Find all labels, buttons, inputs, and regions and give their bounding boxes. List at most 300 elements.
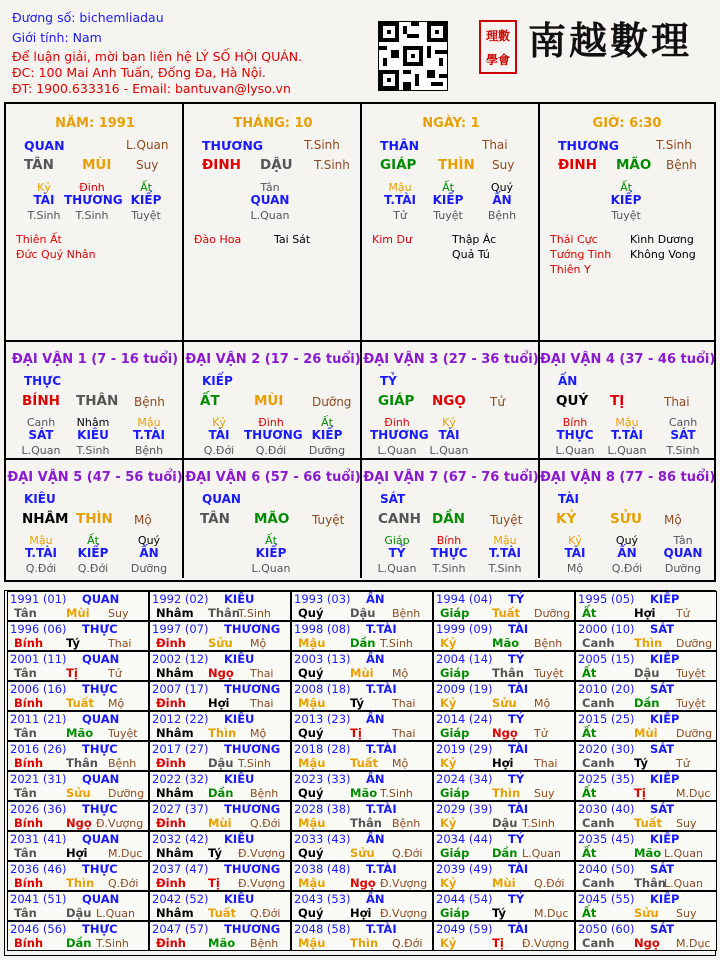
year-label: 2014 (24)	[436, 712, 493, 726]
hidden-ten-god: T.TÀI	[25, 546, 57, 560]
year-label: 2047 (57)	[152, 922, 209, 936]
year-stem: Bính	[14, 816, 44, 830]
shen-sha-star: Thái Cực	[550, 233, 598, 246]
year-stage: L.Quan	[522, 847, 561, 860]
year-cell	[149, 711, 291, 741]
hidden-stage: T.Sinh	[75, 209, 109, 222]
hidden-stem: Mậu	[29, 534, 53, 547]
year-stem: Bính	[14, 756, 44, 770]
dai-van-title: ĐẠI VẬN 6 (57 - 66 tuổi)	[185, 470, 361, 485]
year-ten-god: QUAN	[82, 652, 120, 666]
year-stem: Canh	[582, 696, 615, 710]
dai-van-title: ĐẠI VẬN 7 (67 - 76 tuổi)	[363, 470, 539, 485]
year-stage: L.Quan	[664, 847, 703, 860]
year-cell	[575, 801, 717, 831]
year-label: 2045 (55)	[578, 892, 635, 906]
year-ten-god: T.TÀI	[366, 742, 397, 756]
year-ten-god: THƯƠNG	[224, 742, 281, 756]
year-ten-god: THỰC	[82, 682, 118, 696]
hidden-stage: Bệnh	[487, 209, 517, 222]
pillar-title: NGÀY: 1	[422, 116, 480, 131]
year-branch: Dậu	[66, 906, 92, 920]
year-stem: Tân	[14, 786, 37, 800]
year-stage: Đ.Vượng	[238, 877, 286, 890]
contact-phone-email: ĐT: 1900.633316 - Email: bantuvan@lyso.vn	[12, 81, 291, 96]
year-stem: Nhâm	[156, 666, 194, 680]
life-stage: Mộ	[134, 513, 152, 527]
gender-row	[12, 30, 102, 46]
hidden-ten-god: ẤN	[139, 546, 159, 560]
pillar-3	[362, 104, 540, 340]
year-stage: Bệnh	[108, 757, 137, 770]
year-stage: M.Dục	[534, 907, 569, 920]
life-stage: Mộ	[664, 513, 682, 527]
year-branch: Thìn	[66, 876, 95, 890]
year-cell	[575, 771, 717, 801]
year-stem: Nhâm	[156, 906, 194, 920]
hidden-stem: Mậu	[615, 416, 639, 429]
year-branch: Ngọ	[634, 936, 660, 950]
year-cell	[149, 861, 291, 891]
year-branch: Tuất	[350, 756, 379, 770]
year-cell	[7, 741, 149, 771]
year-cell	[575, 651, 717, 681]
pillar-4	[540, 104, 714, 340]
hidden-ten-god: KIẾP	[77, 546, 109, 560]
heavenly-stem: ĐINH	[558, 157, 597, 173]
year-label: 2039 (49)	[436, 862, 493, 876]
year-label: 1998 (08)	[294, 622, 351, 636]
year-ten-god: QUAN	[82, 832, 120, 846]
hidden-stem: Nhâm	[76, 416, 110, 429]
shen-sha-star: Đào Hoa	[194, 233, 242, 246]
seal-text: 理數學會	[485, 29, 510, 67]
heavenly-stem: NHÂM	[22, 511, 69, 527]
brand-logo-text: 南越數理	[528, 18, 693, 63]
year-branch: Thân	[66, 756, 98, 770]
year-cell	[291, 891, 433, 921]
hidden-ten-god: THỰC	[430, 546, 468, 560]
year-stem: Quý	[298, 606, 324, 620]
year-stem: Quý	[298, 726, 324, 740]
earthly-branch: MÙI	[82, 157, 112, 173]
year-stem: Kỷ	[440, 816, 457, 830]
year-label: 2028 (38)	[294, 802, 351, 816]
year-ten-god: QUAN	[82, 892, 120, 906]
year-stage: Suy	[534, 787, 555, 800]
year-branch: Thìn	[634, 636, 663, 650]
hidden-stage: Bệnh	[134, 444, 164, 457]
year-cell	[575, 891, 717, 921]
year-label: 2005 (15)	[578, 652, 635, 666]
hidden-stage: T.Sinh	[432, 562, 466, 575]
year-cell	[291, 861, 433, 891]
year-ten-god: TÀI	[508, 802, 529, 816]
year-cell	[575, 621, 717, 651]
year-ten-god: ẤN	[366, 772, 385, 786]
ten-god-star: TÀI	[558, 492, 580, 506]
year-stem: Mậu	[298, 696, 326, 710]
year-cell	[291, 741, 433, 771]
year-stage: T.Sinh	[380, 637, 413, 650]
year-branch: Thìn	[350, 936, 379, 950]
year-label: 1997 (07)	[152, 622, 209, 636]
contact-address: ĐC: 100 Mai Anh Tuấn, Đống Đa, Hà Nội.	[12, 65, 266, 80]
year-stage: L.Quan	[96, 907, 135, 920]
year-stage: Bệnh	[534, 637, 563, 650]
hidden-ten-god: TÀI	[438, 428, 460, 442]
year-ten-god: KIÊU	[224, 592, 255, 606]
year-stage: Suy	[676, 907, 697, 920]
year-cell	[291, 831, 433, 861]
year-label: 2003 (13)	[294, 652, 351, 666]
gender-value: Nam	[72, 30, 102, 45]
year-cell	[149, 651, 291, 681]
year-stem: Kỷ	[440, 876, 457, 890]
year-cell	[291, 801, 433, 831]
year-label: 2024 (34)	[436, 772, 493, 786]
year-cell	[575, 831, 717, 861]
year-stage: Tử	[676, 607, 690, 620]
year-stage: Tuyệt	[676, 697, 706, 710]
dai-van-title: ĐẠI VẬN 1 (7 - 16 tuổi)	[11, 352, 179, 367]
ten-god-star: TỶ	[380, 374, 397, 388]
year-cell	[433, 681, 575, 711]
year-stem: Mậu	[298, 636, 326, 650]
year-stem: Đinh	[156, 636, 186, 650]
year-ten-god: SÁT	[650, 682, 675, 696]
year-ten-god: THƯƠNG	[224, 922, 281, 936]
year-cell	[149, 741, 291, 771]
year-stem: Canh	[582, 936, 615, 950]
year-cell	[7, 591, 149, 621]
year-stem: Canh	[582, 636, 615, 650]
year-ten-god: KIẾP	[650, 592, 680, 606]
year-ten-god: T.TÀI	[366, 622, 397, 636]
shen-sha-star: Đức Quý Nhân	[16, 248, 96, 261]
hidden-stage: L.Quan	[607, 444, 647, 457]
year-stage: Bệnh	[392, 817, 421, 830]
year-ten-god: THƯƠNG	[224, 862, 281, 876]
hidden-stage: T.Sinh	[76, 444, 110, 457]
hidden-stage: L.Quan	[21, 444, 61, 457]
year-label: 2015 (25)	[578, 712, 635, 726]
dai-van-panel	[4, 342, 716, 582]
year-stage: Thai	[392, 727, 416, 740]
year-stem: Kỷ	[440, 636, 457, 650]
year-label: 1996 (06)	[10, 622, 67, 636]
year-stem: Kỷ	[440, 696, 457, 710]
year-stage: Thai	[108, 637, 132, 650]
year-stage: Q.Đới	[534, 877, 565, 890]
ten-god-star: KIÊU	[24, 492, 56, 506]
year-stem: Ất	[582, 666, 597, 680]
year-cell	[433, 831, 575, 861]
year-branch: Tuất	[634, 816, 663, 830]
year-cell	[291, 921, 433, 951]
life-stage: Thai	[664, 395, 690, 409]
ten-god-star: THỰC	[24, 374, 62, 388]
year-ten-god: SÁT	[650, 862, 675, 876]
year-stem: Đinh	[156, 936, 186, 950]
year-ten-god: KIÊU	[224, 832, 255, 846]
earthly-branch: MÃO	[254, 511, 290, 527]
year-branch: Thân	[350, 816, 382, 830]
hidden-stem: Kỷ	[442, 416, 456, 429]
year-label: 2046 (56)	[10, 922, 67, 936]
year-label: 2019 (29)	[436, 742, 493, 756]
year-stem: Nhâm	[156, 726, 194, 740]
hidden-stem: Đinh	[79, 181, 105, 194]
year-branch: Hợi	[350, 906, 372, 920]
year-label: 2036 (46)	[10, 862, 67, 876]
ten-god-stage: T.Sinh	[304, 138, 340, 152]
year-cell	[291, 591, 433, 621]
hidden-ten-god: KIẾP	[432, 193, 464, 207]
year-cell	[575, 711, 717, 741]
dai-van-title: ĐẠI VẬN 3 (27 - 36 tuổi)	[363, 352, 539, 367]
shen-sha-star: Thiên Y	[550, 263, 591, 276]
pillar-title: THÁNG: 10	[233, 116, 313, 131]
year-label: 2038 (48)	[294, 862, 351, 876]
year-cell	[7, 711, 149, 741]
year-stem: Nhâm	[156, 846, 194, 860]
year-cell	[575, 681, 717, 711]
heavenly-stem: TÂN	[200, 511, 230, 527]
year-stem: Mậu	[298, 936, 326, 950]
year-branch: Sửu	[492, 696, 517, 710]
hidden-stage: Tuyệt	[131, 209, 161, 222]
year-label: 1999 (09)	[436, 622, 493, 636]
year-stage: Thai	[392, 697, 416, 710]
hidden-stage: T.Sinh	[666, 444, 700, 457]
heavenly-stem: KỶ	[556, 511, 577, 527]
year-stem: Ất	[582, 786, 597, 800]
year-stem: Giáp	[440, 726, 470, 740]
heavenly-stem: ĐINH	[202, 157, 241, 173]
hidden-stem: Ất	[140, 181, 152, 194]
year-cell	[149, 921, 291, 951]
year-stage: Dưỡng	[534, 607, 571, 620]
year-ten-god: ẤN	[366, 832, 385, 846]
hidden-ten-god: T.TÀI	[133, 428, 165, 442]
year-stage: Dưỡng	[676, 727, 713, 740]
year-cell	[433, 771, 575, 801]
year-ten-god: KIÊU	[224, 892, 255, 906]
dai-van-5	[6, 460, 184, 578]
dai-van-6	[184, 460, 362, 578]
year-label: 2030 (40)	[578, 802, 635, 816]
year-label: 2042 (52)	[152, 892, 209, 906]
dai-van-title: ĐẠI VẬN 8 (77 - 86 tuổi)	[540, 470, 716, 485]
year-label: 2029 (39)	[436, 802, 493, 816]
year-stage: L.Quan	[664, 877, 703, 890]
year-branch: Dậu	[208, 756, 234, 770]
year-stage: Suy	[676, 817, 697, 830]
year-ten-god: TỶ	[508, 772, 525, 786]
year-stage: T.Sinh	[238, 757, 271, 770]
hidden-stage: Mộ	[566, 562, 584, 575]
year-label: 2031 (41)	[10, 832, 67, 846]
ten-god-stage: T.Sinh	[656, 138, 692, 152]
year-label: 2048 (58)	[294, 922, 351, 936]
year-stem: Canh	[582, 816, 615, 830]
year-stem: Giáp	[440, 786, 470, 800]
hidden-stem: Mậu	[137, 416, 161, 429]
hidden-stage: Q.Đới	[255, 444, 287, 457]
year-cell	[433, 801, 575, 831]
ten-god-star: THƯƠNG	[202, 138, 264, 153]
year-ten-god: ẤN	[366, 892, 385, 906]
year-branch: Thân	[208, 606, 240, 620]
four-pillars-panel	[4, 102, 716, 342]
dai-van-8	[540, 460, 714, 578]
heavenly-stem: CANH	[378, 511, 421, 527]
hidden-stem: Ất	[265, 534, 277, 547]
year-cell	[7, 651, 149, 681]
year-stem: Giáp	[440, 906, 470, 920]
year-ten-god: QUAN	[82, 712, 120, 726]
hidden-stem: Bính	[436, 534, 462, 547]
life-stage: Bệnh	[666, 158, 697, 172]
hidden-ten-god: KIẾP	[610, 193, 642, 207]
hidden-stage: T.Sinh	[488, 562, 522, 575]
heavenly-stem: QUÝ	[556, 393, 589, 409]
year-ten-god: TỶ	[508, 832, 525, 846]
year-branch: Hợi	[208, 696, 230, 710]
year-stem: Bính	[14, 876, 44, 890]
year-branch: Hợi	[66, 846, 88, 860]
year-ten-god: SÁT	[650, 742, 675, 756]
dai-van-3	[362, 342, 540, 460]
year-branch: Dậu	[350, 606, 376, 620]
year-label: 1994 (04)	[436, 592, 493, 606]
hidden-ten-god: SÁT	[28, 428, 54, 442]
year-stage: Q.Đới	[392, 847, 423, 860]
year-stage: Dưỡng	[108, 787, 145, 800]
life-stage: Tuyệt	[312, 513, 345, 527]
year-label: 2041 (51)	[10, 892, 67, 906]
year-ten-god: KIẾP	[650, 772, 680, 786]
hidden-ten-god: ẤN	[617, 546, 637, 560]
year-stage: Mộ	[392, 757, 409, 770]
year-label: 2012 (22)	[152, 712, 209, 726]
year-cell	[149, 681, 291, 711]
hidden-ten-god: T.TÀI	[489, 546, 521, 560]
year-stem: Tân	[14, 846, 37, 860]
earthly-branch: DẦN	[432, 511, 465, 527]
hidden-stage: Q.Đới	[611, 562, 643, 575]
hidden-stem: Canh	[668, 416, 698, 429]
year-branch: Dậu	[634, 666, 660, 680]
life-stage: Bệnh	[134, 395, 165, 409]
dai-van-2	[184, 342, 362, 460]
ten-god-stage: Thai	[482, 138, 508, 152]
year-cell	[7, 891, 149, 921]
life-stage: Suy	[492, 158, 515, 172]
hidden-stem: Tân	[260, 181, 280, 194]
dai-van-1	[6, 342, 184, 460]
year-branch: Ngọ	[350, 876, 376, 890]
shen-sha-star: Kim Dư	[372, 233, 412, 246]
year-stem: Ất	[582, 606, 597, 620]
hidden-stage: L.Quan	[377, 444, 417, 457]
earthly-branch: SỬU	[610, 511, 642, 527]
year-stem: Giáp	[440, 666, 470, 680]
year-cell	[433, 651, 575, 681]
year-stage: Đ.Vượng	[380, 907, 428, 920]
year-branch: Dần	[208, 786, 234, 800]
hidden-stage: L.Quan	[377, 562, 417, 575]
life-stage: Dưỡng	[312, 395, 352, 409]
year-stem: Tân	[14, 726, 37, 740]
year-stem: Nhâm	[156, 786, 194, 800]
year-stage: Tuyệt	[676, 667, 706, 680]
year-ten-god: T.TÀI	[366, 682, 397, 696]
year-stem: Tân	[14, 666, 37, 680]
year-ten-god: TÀI	[508, 862, 529, 876]
year-cell	[433, 591, 575, 621]
year-label: 2017 (27)	[152, 742, 209, 756]
year-stem: Kỷ	[440, 936, 457, 950]
year-ten-god: THƯƠNG	[224, 622, 281, 636]
year-branch: Ngọ	[208, 666, 234, 680]
year-ten-god: TÀI	[508, 922, 529, 936]
year-ten-god: T.TÀI	[366, 862, 397, 876]
year-branch: Sửu	[634, 906, 659, 920]
year-label: 2026 (36)	[10, 802, 67, 816]
heavenly-stem: TÂN	[24, 157, 54, 173]
year-label: 2020 (30)	[578, 742, 635, 756]
hidden-ten-god: KIẾP	[130, 193, 162, 207]
year-cell	[575, 921, 717, 951]
year-stage: Q.Đới	[250, 907, 281, 920]
hidden-stem: Canh	[26, 416, 56, 429]
year-label: 2021 (31)	[10, 772, 67, 786]
year-cell	[7, 801, 149, 831]
year-stage: Đ.Vượng	[238, 847, 286, 860]
year-branch: Sửu	[66, 786, 91, 800]
year-branch: Tị	[492, 936, 504, 950]
life-stage: Suy	[136, 158, 159, 172]
hidden-stage: Tử	[393, 209, 407, 222]
year-branch: Tị	[208, 876, 220, 890]
year-branch: Mùi	[208, 816, 232, 830]
year-stem: Tân	[14, 606, 37, 620]
earthly-branch: MÙI	[254, 393, 284, 409]
hidden-ten-god: THƯƠNG	[244, 428, 303, 442]
hidden-stem: Ất	[87, 534, 99, 547]
year-ten-god: THỰC	[82, 922, 118, 936]
hidden-ten-god: THƯƠNG	[64, 193, 123, 207]
hidden-stage: Q.Đới	[25, 562, 57, 575]
year-branch: Sửu	[350, 846, 375, 860]
year-stage: T.Sinh	[380, 787, 413, 800]
year-stage: M.Dục	[676, 937, 711, 950]
hidden-stem: Quý	[137, 534, 161, 547]
year-branch: Mão	[350, 786, 378, 800]
shen-sha-star: Thập Ác	[452, 233, 497, 246]
pillar-title: NĂM: 1991	[55, 116, 135, 131]
hidden-stem: Kỷ	[568, 534, 582, 547]
year-branch: Thìn	[208, 726, 237, 740]
year-ten-god: THƯƠNG	[224, 682, 281, 696]
year-ten-god: ẤN	[366, 712, 385, 726]
year-stage: Mộ	[392, 667, 409, 680]
year-label: 2033 (43)	[294, 832, 351, 846]
year-label: 2004 (14)	[436, 652, 493, 666]
year-label: 2011 (21)	[10, 712, 67, 726]
